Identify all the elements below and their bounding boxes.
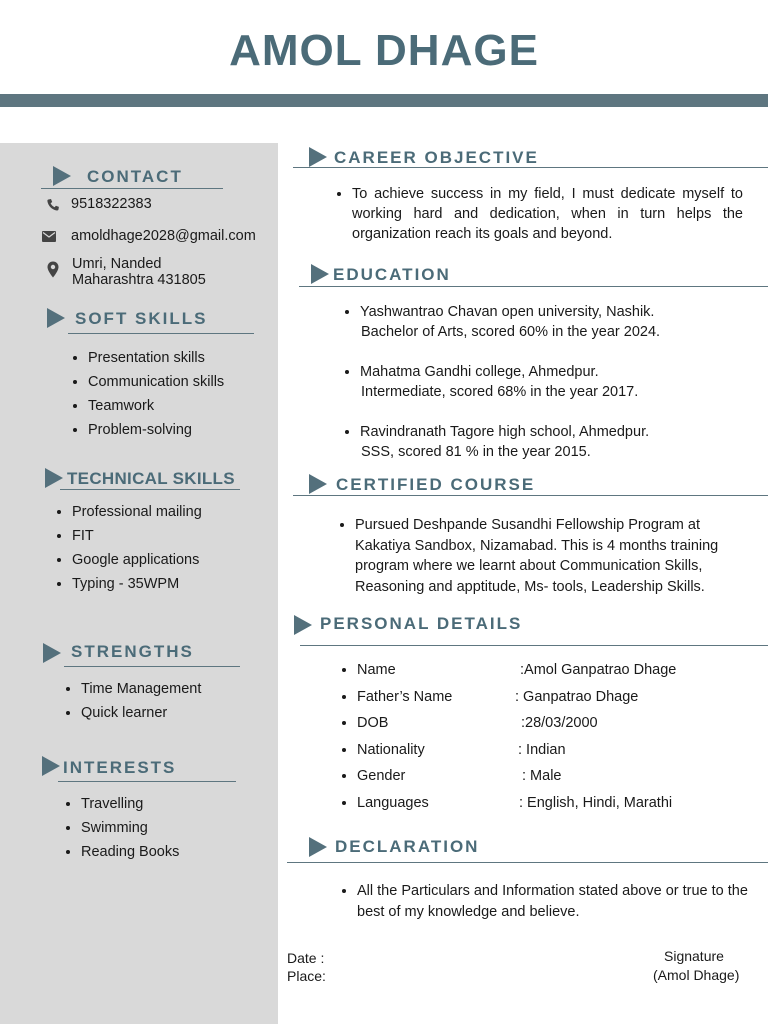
declaration-list [337,881,757,923]
detail-value: : Indian [518,741,566,758]
list-item: • Pursued Deshpande Susandhi Fellowship Program at Kakatiya Sandbox, Nizamabad. This is 4 months training program where we learnt about Communication Skills, Reasoning and apptitude, Ms- tools, Leadership Skills. [355,515,755,597]
education-institution: • Yashwantrao Chavan open university, Nashik. [360,304,655,320]
list-item: • Teamwork [88,394,224,418]
list-item: • FIT [72,524,202,548]
detail-label: Nationality [357,741,425,758]
section-triangle-icon [42,756,60,776]
personal-details-divider [300,645,768,646]
technical-skills-list [52,500,202,596]
resume-name: AMOL DHAGE [229,26,539,75]
section-triangle-icon [309,837,327,857]
detail-label: Languages [357,794,429,811]
contact-email[interactable]: amoldhage2028@gmail.com [71,228,256,244]
list-item: • Problem-solving [88,418,224,442]
list-item: • Google applications [72,548,202,572]
interests-heading: INTERESTS [63,758,177,777]
detail-label: Name [357,662,396,678]
education-detail: Bachelor of Arts, scored 60% in the year 2024. [361,324,661,340]
address-line-2: Maharashtra 431805 [72,272,206,288]
phone-icon [45,197,61,213]
education-institution: • Mahatma Gandhi college, Ahmedpur. [360,364,599,380]
signature-label: Signature [664,948,724,964]
contact-divider [41,188,223,189]
list-item [360,362,760,422]
career-objective-heading: CAREER OBJECTIVE [334,148,539,167]
strengths-heading: STRENGTHS [71,642,194,661]
header-bar [0,94,768,107]
date-label: Date : [287,950,325,966]
interests-list [61,792,179,864]
section-triangle-icon [311,264,329,284]
detail-value: : Male [522,768,562,785]
career-objective-list [332,184,743,244]
list-item [357,766,737,793]
list-item: • Time Management [81,677,201,701]
detail-value: :Amol Ganpatrao Dhage [520,662,677,678]
detail-label: DOB [357,715,389,732]
list-item: • Quick learner [81,701,201,725]
section-triangle-icon [45,468,63,488]
certified-course-heading: CERTIFIED COURSE [336,475,536,494]
list-item [357,660,737,687]
list-item [360,302,760,362]
contact-heading: CONTACT [87,167,183,186]
detail-value: : Ganpatrao Dhage [515,688,639,705]
list-item: • To achieve success in my field, I must dedicate myself to working hard and dedication, when in turn helps the organization reach its goals and beyond. [352,184,743,244]
contact-address [72,256,206,288]
technical-skills-heading: TECHNICAL SKILLS [67,469,235,488]
certified-course-divider [293,495,768,496]
section-triangle-icon [53,166,71,186]
strengths-divider [64,666,240,667]
list-item [357,713,737,740]
list-item [360,422,760,462]
education-institution: • Ravindranath Tagore high school, Ahmedpur. [360,424,650,440]
section-triangle-icon [309,474,327,494]
education-heading: EDUCATION [333,265,451,284]
soft-skills-list [68,346,224,442]
address-line-1: Umri, Nanded [72,256,162,272]
section-triangle-icon [309,147,327,167]
technical-skills-divider [60,489,240,490]
education-detail: Intermediate, scored 68% in the year 2017. [361,384,639,400]
contact-phone: 9518322383 [71,196,152,212]
career-objective-divider [293,167,768,168]
list-item: • Typing - 35WPM [72,572,202,596]
detail-value: : English, Hindi, Marathi [519,794,673,811]
list-item [357,687,737,714]
declaration-heading: DECLARATION [335,837,480,856]
soft-skills-divider [68,333,254,334]
list-item: • Travelling [81,792,179,816]
certified-course-list [335,515,755,597]
list-item: • Swimming [81,816,179,840]
email-icon [42,231,56,242]
list-item: • Presentation skills [88,346,224,370]
detail-label: Father’s Name [357,688,453,705]
strengths-list [61,677,201,725]
declaration-divider [287,862,768,863]
signature-name: (Amol Dhage) [653,967,740,983]
personal-details-heading: PERSONAL DETAILS [320,614,523,633]
section-triangle-icon [47,308,65,328]
personal-details-list [337,660,737,820]
place-label: Place: [287,968,326,984]
list-item: • Communication skills [88,370,224,394]
list-item [357,793,737,820]
list-item: • All the Particulars and Information stated above or true to the best of my knowledge and believe. [357,881,757,923]
interests-divider [58,781,236,782]
soft-skills-heading: SOFT SKILLS [75,309,208,328]
education-divider [299,286,768,287]
location-pin-icon [47,261,59,278]
list-item: • Reading Books [81,840,179,864]
education-detail: SSS, scored 81 % in the year 2015. [361,444,591,460]
section-triangle-icon [294,615,312,635]
detail-value: :28/03/2000 [521,715,598,732]
list-item [357,740,737,767]
section-triangle-icon [43,643,61,663]
detail-label: Gender [357,768,406,785]
list-item: • Professional mailing [72,500,202,524]
education-list [340,302,760,462]
